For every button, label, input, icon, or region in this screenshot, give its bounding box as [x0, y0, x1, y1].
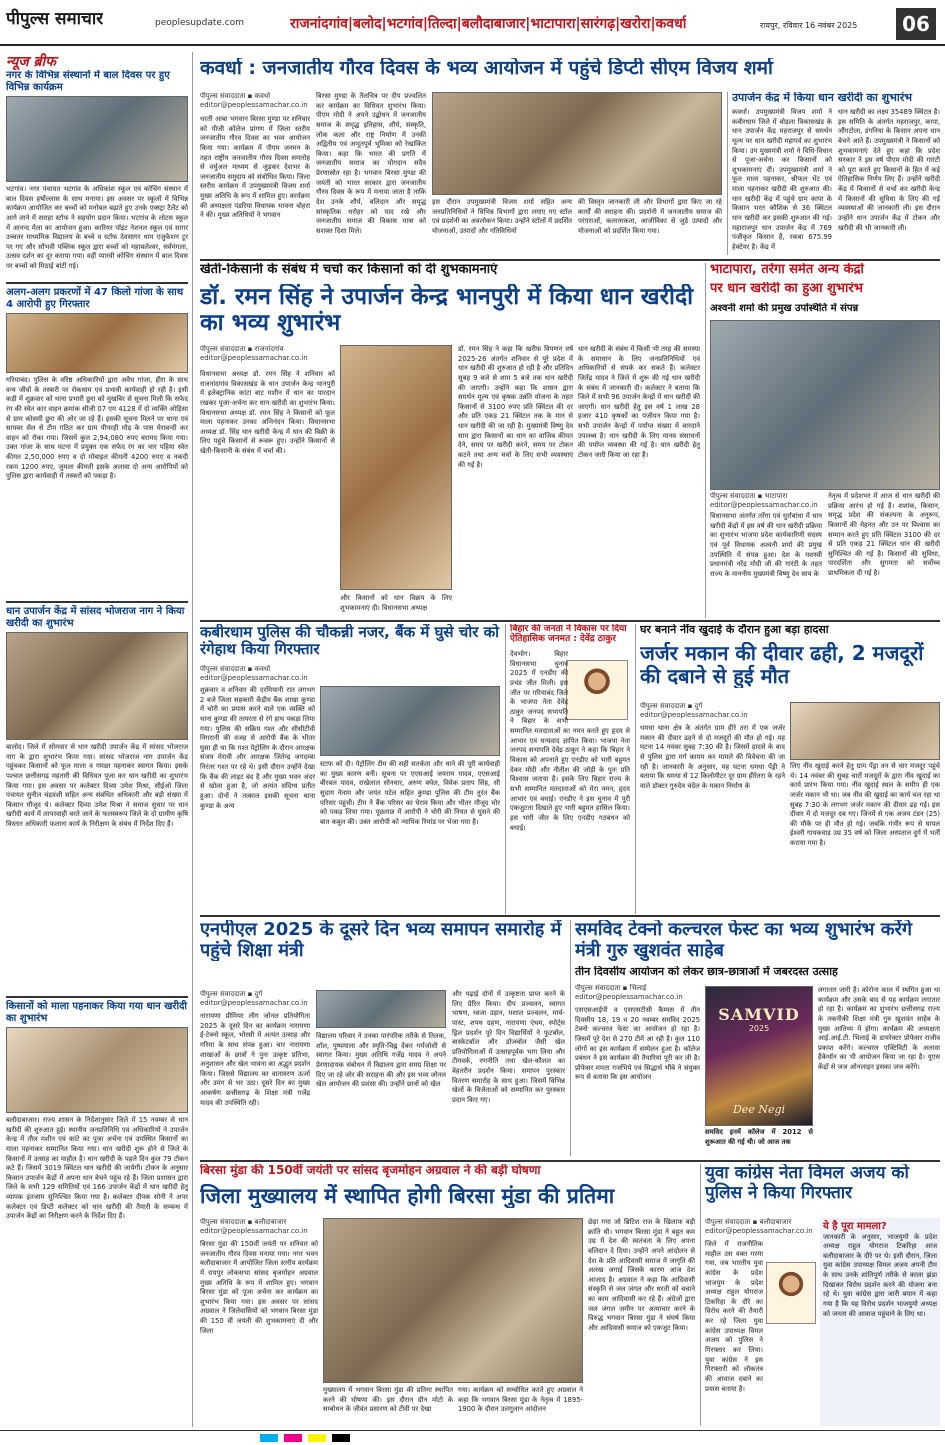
- divider: [200, 620, 940, 622]
- story11-headline: युवा कांग्रेस नेता विमल अजय को पुलिस ने किया गिरफ्तार: [705, 1164, 909, 1203]
- story10-text: बिरसा मुंडा की 150वीं जयंती पर शनिवार को जनजातीय गौरव दिवस मनाया गया। नगर भवन बलौदाबाजार में आयोजित जिला स्तरीय कार्यक्रम में रायपुर लोकसभा सांसद बृजमोहन अग्रवाल मुख्य अतिथि के रूप में शामिल हुए। भगवान बिरसा मुंडा को पूजा अर्चना कर कार्यक्रम का शुभारंभ किया गया। इस अवसर पर सांसद अग्रवाल ने जिलेवासियों को भगवान बिरसा मुंडा की 150 वीं जयंती की शुभकामनाएं दी और जिला: [200, 1240, 318, 1335]
- column-divider: [727, 92, 728, 255]
- story8-text: और पढ़ाई दोनों में उत्कृष्टता प्राप्त करने के लिए प्रेरित किया। दीप प्रज्वलन, स्वागत भाषण, ध्वजा उड़ान, मशाल प्रज्वलन, मार्च-पास्ट, शपथ ग्रहण, नारायणा एंथम, स्पोर्ट्स ड्रिल प्रदर्शन पूरे दिन विद्यार्थियों ने फुटबॉल, बास्केटबॉल और डॉजबॉल जैसी खेल प्रतियोगिताओं में उत्साहपूर्वक भाग लिया और टीमवर्क, रणनीति तथा खेल-कौशल का बेहतरीन प्रदर्शन किया। समापन पुरस्कार वितरण समारोह के साथ हुआ। जिसमें विभिन्न खेलों के विजेताओं को सम्मानित कर पुरस्कार प्रदान किए गए।: [452, 990, 565, 1105]
- brief-photo: [6, 632, 188, 740]
- byline: पीपुल्स संवाददाता ▪ राजनांदगांव: [200, 345, 284, 353]
- dateline: रायपुर, रविवार 16 नवंबर 2025: [760, 21, 858, 30]
- story3-text: डॉ. रमन सिंह ने कहा कि खरीफ विपणन वर्ष 2025-26 अंतर्गत शनिवार से पूरे प्रदेश में धान खरीदी की शुरुआत हो रही है और प्रतिदिन सुबह 9 बजे से शाम 5 बजे तक धान खरीदी की जाएगी। उन्होंने कहा कि शासन द्वारा समर्थन मूल्य एवं कृषक उन्नति योजना के तहत किसानों से 3100 रुपए प्रति क्विंटल की दर और प्रति एकड़ 21 क्विंटल तक के मान से धान खरीदी की जा रही है। मुख्यमंत्री विष्णु देव साय द्वारा किसानों का धान का वाजिब कीमत देने, समय पर खरीदी करने, समय पर टोकन कटने तथा अन्य चर्चा के लिए सभी व्यवस्थाएं की गई है।: [458, 345, 573, 469]
- byline: पीपुल्स संवाददाता ▪ बलौदाबाजार: [200, 1218, 287, 1226]
- divider: [6, 996, 188, 998]
- story3-text: धान खरीदी के संबंध में किसी भी तरह की समस्या के समाधान के लिए जनप्रतिनिधियों एवं अधिकारियों से संपर्क कर सकते हैं। कलेक्टर जितेंद्र यादव ने जिले में शुरू की गई धान खरीदी के संबंध में जानकारी दी। कलेक्टर ने बताया कि जिले में सभी 96 उपार्जन केन्द्रों में धान खरीदी की जाएगी। धान खरीदी हेतु इस वर्ष 1 लाख 28 हजार 410 कृषकों का पंजीयन किया गया है। सभी उपार्जन केन्द्रों में पर्याप्त संख्या में बारदाने उपलब्ध है। धान खरीदी के लिए मानव संसाधनों की पर्याप्त व्यवस्था की गई है। धान खरीदी हेतु टोकन जारी किया जा रहा है।: [578, 345, 700, 460]
- brief-text: गरियाबंद। पुलिस के वरिष्ठ अधिकारियों द्वारा अवैध गांजा, हीरा के साथ वन्य जीवों के तस्करी पर रोकथाम एवं प्रभावी कार्यवाही हो रही है। इसी कड़ी में शुक्रवार को थाना प्रभारी छुरा को मुखबिर से सूचना मिली कि सफेद रंग की स्वेत कार वाहन क्रमांक सीजी 07 एम 4128 में दो व्यक्ति ओड़िसा से ग्राम कोसमी छुरा की ओर जा रहे हैं। इसकी सूचना मिलने पर थाना एवं सायबर सेल से टीम गठित कर ग्राम पीपरही मोड़ के पास घेराबन्दी कर वाहन को रोका गया। जिसमें कुल 2,94,080 रुपए बरामद किया गया। उक्त गांजा के साथ घटना में प्रयुक्त एक सफेद रंग का चार पहिया स्वेत कीमत 2,50,000 रुपए व दो मोबाइल कीमती 4200 रुपए व नकदी रकम 1200 रुपए, जुमला कीमती इसके अलावा दो अन्य आरोपियों को पुलिस द्वारा कार्यवाही में तस्करों को पकड़ा है।: [6, 376, 188, 481]
- story6-body: देवभोग। बिहार विधानसभा चुनाव 2025 में एनडीए की प्रचंड जीत मिली। इस जीत पर गरियाबंद जिले के भाजपा नेता देवेंद्र ठाकुर जनपद सभापति ने बिहार के सभी सम्मानित मतदाताओं का नमन करते हुए हृदय से आभार एवं धन्यवाद ज्ञापित किया। भाजपा नेता जनपद सभापति देवेंद्र ठाकुर ने कहा कि बिहार ने विकास को अपनाते हुए एनडीए को भारी बहुमत देकर मोदी और नीतीश की जोड़ी के पुनः प्रति विश्वास जताया है। इसके लिए बिहार राज्य के सभी सम्मानित मतदाताओं को मेरा नमन, हृदय आभार एवं बधाई। एनडीए ने इस चुनाव में पूरी एकजुटता दिखाते हुए भारी बहुमत हासिल किया। इस भारी जीत के लिए एनडीए गठबंधन को बधाई।: [510, 650, 630, 832]
- column-divider: [700, 1164, 701, 1426]
- story7-text: लिए नींव खुदाई करने हेतु ग्राम पेंड्रा तन से चार मजदूर पहुंचे थे। 14 नवंबर की सुबह चारों मजदूरों के द्वारा नींव खुदाई का कार्य प्रारंभ किया गया। नींव खुदाई स्थल के समीप ही एक जर्जर मकान भी था। जब नींव की खुदाई का कार्य चल रहा था सुबह 7:30 के लगभग जर्जर मकान की दीवार ढह गई। इस दीवार में दो मजदूर दब गए। जिनमें से एक अजय टंडन (25) की मौके पर ही मौत हो गई। जबकि गंभीर रूप से घायल ईश्वरी गायकवाड़ उम्र 35 वर्ष को जिला अस्पताल दुर्ग में भर्ती कराया गया है।: [790, 762, 940, 848]
- byline: पीपुल्स संवाददाता ▪ बलौदाबाजार: [705, 1218, 792, 1226]
- divider: [200, 259, 940, 261]
- news-brief-tag: न्यूज ब्रीफ: [6, 54, 56, 70]
- story2-text: धान खरीदी का लक्ष्य 35489 क्विंटल है। इस समिति के अंतर्गत महराजपुर, कापा, जौंगटोला, डंगनिया के किसान अपना धान बेचने आते हैं। उपमुख्यमंत्री ने किसानों को शुभकामनाएं देते हुए कहा कि प्रदेश सरकार ने इस वर्ष पीएम मोदी की गारंटी को पूरा करते हुए किसानों के हित में कई ऐतिहासिक निर्णय लिए हैं। उन्होंने खरीदी केंद्र में किसानों से चर्चा कर खरीदी केन्द्र में किसानों की सुविधा के लिए की गई व्यवस्थाओं की जानकारी ली। इस दौरान उन्होंने धान उपार्जन केंद्र में टोकन और खरीदी की भी जानकारी ली।: [838, 108, 940, 232]
- divider: [6, 601, 188, 603]
- column-divider: [192, 52, 193, 1427]
- brief-text: बलौदाबाजार। राज्य शासन के निर्देशानुसार जिले में 15 नवम्बर से धान खरीदी की शुरुआत हुई। स्थानीय जनप्रतिनिधि एवं अधिकारियों ने उपार्जन केन्द्र में तौल मशीन एवं कांटे का पूजा अर्चना एवं उपस्थित किसानों का माला पहनाकर सम्मानित किया गया। धान खरीदी शुरू होने से जिले के किसानों में उत्साह का माहौल है। धान खरीदी के पहले दिन कुल 79 टोकन कटे हैं। जिसमें 3019 क्विंटल धान खरीदी की जायेगी। टोकन के अनुसार किसान उपार्जन केंद्रों में अपना धान बेचने पहुंच रहे हैं। जिला प्रशासन द्वारा जिले के सभी 129 समितियों एवं 166 उपार्जन केंद्रों में धान खरीदी हेतु व्यापक इंतजाम सुनिश्चित किया गया है। कलेक्टर दीपक सोनी ने अपर कलेक्टर एवं डिप्टी कलेक्टर को धान खरीदी की तैयारी के सम्बन्ध में उपार्जन केंद्रों का निरीक्षण करने के निर्देश दिए हैं।: [6, 1116, 188, 1221]
- story6-text: [510, 650, 630, 912]
- story7-headline: जर्जर मकान की दीवार ढही, 2 मजदूरों की दबाने से हुई मौत: [640, 642, 924, 688]
- box-headline: ये है पूरा मामला?: [823, 1221, 887, 1232]
- brief-text: बालोद। जिले में सोमवार से धान खरीदी उपार्जन केंद्र में सांसद भोजराज नाग के द्वारा शुभारंभ किया गया। सांसद भोजराज नाग उपार्जन केंद्र पहुंचकर किसानों को फूल माला व गमछा पहनाकर स्वागत किया। इसके पश्चात छत्तीसगढ़ महतारी की विधिवत पूजा कर धान खरीदी का शुभारंभ किया गया। इस अवसर पर कलेक्टर दिव्या उमेश मिश्रा, सीईओ जिला पंचायत सुनील चंद्रवंशी सहित अन्य संबंधित अधिकारी और बड़ी संख्या में किसान मौजूद थे। कलेक्टर दिव्या उमेश मिश्रा ने समाज सुधार पर धान खरीदी कार्य में लापरवाही बरते जाने के फलस्वरूप जिले के दो ग्रामीण कृषि विस्तार अधिकारी फलाना कार्य के निरीक्षण के संबंध में निर्देश दिए हैं।: [6, 743, 188, 829]
- story9-subhead: तीन दिवसीय आयोजन को लेकर छात्र-छात्राओं में जबरदस्त उत्साह: [575, 966, 838, 978]
- story8-headline: एनपीएल 2025 के दूसरे दिन भव्य समापन समारोह में पहुंचे शिक्षा मंत्री: [200, 920, 562, 961]
- story1-headline: कवर्धा : जनजातीय गौरव दिवस के भव्य आयोजन में पहुंचे डिप्टी सीएम विजय शर्मा: [200, 58, 773, 79]
- website-url[interactable]: peoplesupdate.com: [155, 18, 244, 28]
- news-brief-column: [6, 70, 188, 1425]
- story11-box: [820, 1218, 940, 1426]
- story1-text: इस दौरान उपमुख्यमंत्री विजय शर्मा सहित अन्य जनप्रतिनिधियों ने विभिन्न विभागों द्वारा लगाए गए स्टॉल एवं प्रदर्शनी का अवलोकन किया। उन्होंने स्टॉलों में प्रदर्शित योजनाओं, उत्पादों और गतिविधियों: [432, 198, 572, 235]
- story3-text: विधानसभा अध्यक्ष डॉ. रमन सिंह ने शनिवार को राजनांदगांव विकासखंड के धान उपार्जन केन्द्र भानपुरी में इलेक्ट्रानिक कांटा बाट मशीन में धान का पारदान रखकर पूजा-अर्चना कर धान खरीदी का शुभारंभ किया। विधानसभा अध्यक्ष डॉ. रमन सिंह ने किसानों को फूल माला पहनाकर उनका अभिनंदन किया। विधानसभा अध्यक्ष डॉ. सिंह धान खरीदी केन्द्र में धान की बिक्री के लिए पहुंचे किसानों से रूबरू हुए। उन्होंने किसानों से खेती-किसानी के संबंध में चर्चा की।: [200, 370, 335, 456]
- story8-text: नारायणा प्रीमियर लीग जोनल प्रतियोगिता 2025 के दूसरे दिन का कार्यक्रम नारायणा ई-टेक्नो स्कूल, भोरसी में अत्यंत उत्साह और गरिमा के साथ संपन्न हुआ। चार नारायणा शाखाओं के छात्रों ने पुनः उत्कृष्ट प्रतिभा, अनुशासन और खेल भावना का अद्भुत प्रदर्शन किया। जिससे विद्यालय का वातावरण ऊर्जा और उमंग से भर उठा। दूसरे दिन का मुख्य आकर्षण छत्तीसगढ़ के शिक्षा मंत्री गजेंद्र यादव की उपस्थिति रही।: [200, 1012, 310, 1107]
- story9-text: लगातार जारी है। कोरोना काल में स्थगित हुआ था कार्यक्रम और उसके बाद से यह कार्यक्रम लगातार हो रहा है। कार्यक्रम का शुभारंभ छत्तीसगढ़ राज्य के तकनीकी शिक्षा मंत्री गुरु खुशवंत साहेब के मुख्य आतिथ्य में होगा। कार्यक्रम की अध्यक्षता आई.आई.टी. भिलाई के डायरेक्टर प्रोफेसर राजीव प्रकाश करेंगे। कल्चरल एक्टिविटी के अलावा हैकेथॉन का भी आयोजन किया जा रहा है। यूएस केंद्रों से जज ऑनलाइन इसका जज करेंगे।: [818, 986, 940, 1072]
- byline: पीपुल्स संवाददाता ▪ भाटापारा: [710, 492, 788, 500]
- story10-byline-block: [200, 1218, 335, 1236]
- story10-headline: जिला मुख्यालय में स्थापित होगी बिरसा मुंडा की प्रतिमा: [200, 1184, 615, 1208]
- story5-text: स्टाफ को दी। पेट्रोलिंग टीम की सही सतर्कता और थाने की पूरी कार्यवाही का मुख्य कारण बनी। सूचना पर एएसआई जयराम यादव, एएसआई बीरबल यादव, राखेलाल सोनवार, अरुण बघेल, विवेक प्रताप सिंह, सी सुदाम नेताम और जयंत पटेल सहित कुण्डा पुलिस की टीम तुरंत बैंक परिसर पहुंची। टीम ने बैंक परिसर का घेराव किया और भीतर मौजूद चोर को पकड़ लिया गया। पूछताछ में आरोपी ने चोरी की नियत से घुसने की बात कबूल की। उक्त आरोपी को न्यायिक रिमांड पर भेजा गया है।: [320, 760, 500, 826]
- byline: पीपुल्स संवाददाता ▪ भिलाई: [575, 984, 647, 992]
- email[interactable]: editor@peoplessamachar.co.in: [200, 101, 308, 110]
- email[interactable]: editor@peoplessamachar.co.in: [575, 993, 683, 1002]
- column-divider: [705, 263, 706, 618]
- page-number: 06: [896, 8, 936, 40]
- story6-headline: बिहार की जनता ने विकास पर दिया ऐतिहासिक जनमत : देवेंद्र ठाकुर: [510, 624, 627, 645]
- column-divider: [570, 920, 571, 1156]
- byline: पीपुल्स संवाददाता ▪ दुर्ग: [640, 702, 703, 710]
- column-divider: [505, 624, 506, 914]
- story10-caption: मुख्यालय में भगवान बिरसा मुंडा की प्रतिमा स्थापित करने की घोषणा की। इस दौरान ग्रीन मोटो के सम्बोधन के जीवंत प्रसारण को टीवी पर देखा: [323, 1386, 453, 1414]
- color-marks: [260, 1434, 945, 1442]
- story3-photo: [340, 345, 452, 590]
- story4-subhead: अश्वनी शर्मा की प्रमुख उपस्थिति में संपन्न: [710, 303, 859, 314]
- story10-text: छेड़ा गया जो ब्रिटिश राज के खिलाफ बड़ी क्रांति थी। भगवान बिरसा मुंडा ने बहुत कम उम्र में देश की स्वतंत्रता के लिए अपना बलिदान दे दिया। उन्होंने अपने आंदोलन से देश के प्रति आदिवासी समाज में जागृति की अलख जगाई जिसके कारण आज देश आजाद है। अग्रवाल ने कहा कि आदिवासी संस्कृति से जल जंगल और धरती को बचाने का काम आदिवासी कर रहे हैं। अंग्रेजों द्वारा जल जंगल जमीन पर अत्याचार करने के विरुद्ध भगवान बिरसा मुंडा ने संघर्ष किया और आदिवासी समाज को एकजुट किया।: [588, 1218, 695, 1333]
- story4-kicker: भाटापारा, तरेंगा समेत अन्य केंद्रों: [710, 263, 864, 277]
- brief-headline: धान उपार्जन केंद्र में सांसद भोजराज नाग ने किया खरीदी का शुभारंभ: [6, 606, 185, 629]
- story7-photo: [790, 702, 940, 760]
- story8-text: विद्यालय परिवार ने उनका पारंपरिक तरीके से तिलक, शॉल, पुष्पमाला और स्मृति-चिह्न देकर गर्मजोशी से स्वागत किया। मुख्य अतिथि गजेंद्र यादव ने अपने प्रेरणादायक संबोधन में विद्यालय द्वारा समग्र शिक्षा पर दिए जा रहे जोर की सराहना की और इस भव्य जोनल खेल आयोजन की प्रशंसा की। उन्होंने छात्रों को खेल: [316, 1032, 446, 1089]
- column-divider: [635, 624, 636, 914]
- story3-byline-block: [200, 345, 335, 363]
- text-wrap-spacer: [568, 650, 630, 722]
- story10-text: गया। कार्यक्रम को सम्बोधित करते हुए अग्रवाल ने कहा कि भगवान बिरसा मुंडा के नेतृत्व में 1895-1900 के दौरान उलगुलान आंदोलन: [458, 1386, 583, 1414]
- email[interactable]: editor@peoplessamachar.co.in: [200, 354, 308, 363]
- brief-photo: [6, 313, 188, 373]
- brief-text: भटगांव। नगर पंचायत भटगांव के अधिकांश स्कूल एवं कोचिंग संस्थान में बाल दिवस हर्षोल्लास के साथ मनाया। इस अवसर पर स्कूलों में विभिन्न कार्यक्रम आयोजित कर बच्चों को मनोबल बढ़ाते हुए उनके एक्स्ट्रा टैलेंट को आगे लाने में सराहा स्टॉफ ने सहयोग प्रदान किया। भटगांव के लोटस स्कूल में आनन्द मेला का आयोजन हुआ। कारियर पॉइंट नेशनल स्कूल एवं सागर उच्चतर माध्यमिक विद्यालय के बच्चे व स्टॉफ देवसागर धाम एजुकेशन टूर पर गए और साँभवी पब्लिक स्कूल द्वारा बच्चों को महाबलेश्वर, सर्वमंगला, उत्सव दर्शन का दूर कराया गया। वहीं प्यारवी कोचिंग संस्थान में बाल दिवस पर बच्चों को मिठाई बांटी गई।: [6, 185, 188, 271]
- poster-title: SAMVID: [718, 1005, 800, 1024]
- cyan-mark: [260, 1434, 278, 1442]
- story3-kicker: खेती-किसानी के संबंध में चर्चा कर किसानों को दी शुभकामनाएं: [200, 263, 498, 277]
- print-registration-strip: [0, 1430, 945, 1445]
- story4-photo: [710, 320, 940, 490]
- story9-byline-block: [575, 984, 705, 1002]
- story9-caption: समविद इनमें कॉलेज में 2012 से शुरूआत की गई थी। जो आज तक: [705, 1128, 813, 1146]
- story5-byline-block: [200, 665, 500, 683]
- poster-name: Dee Negi: [732, 1103, 786, 1116]
- brief-photo: [6, 1027, 188, 1113]
- email[interactable]: editor@peoplessamachar.co.in: [705, 1227, 813, 1236]
- story4-text: विधानसभा अंतर्गत तरेंगा एवं धुर्राबांधा में धान खरीदी केंद्रों में इस वर्ष की धान खरीदी प्रक्रिया का शुभारंभ भाजपा प्रदेश कार्यकारिणी सदस्य एवं पूर्व विधायक अश्वनी शर्मा की प्रमुख उपस्थिति में संपन्न हुआ। देश के यशस्वी प्रधानमंत्री नरेंद्र मोदी जी की गारंटी के तहत राज्य के माननीय मुख्यमंत्री विष्णु देव साय के: [710, 512, 822, 578]
- byline: पीपुल्स संवाददाता ▪ कवर्धा: [200, 665, 271, 673]
- samvid-poster: [705, 986, 813, 1126]
- story9-text: एसएसआईपी व एसएसटीसी कैम्पस में तीन दिवसीय 18, 19 व 20 नवम्बर समविद 2025 टेक्नो कल्चरल फेस्ट का आयोजन हो रहा है। जिसमें पूरे देश से 270 टीमें आ रही है। कुल 110 लोगों का इस कार्यक्रम में सम्मेलन हुआ है। कॉलेज प्रबंधन ने इस कार्यक्रम की तैयारियां पूरी कर ली है। प्रोफेसर ममता गजभिये एवं सिद्धार्थ भींबे ने संयुक्त रूप से बताया कि इस आयोजन: [575, 1006, 700, 1082]
- story4-headline: पर धान खरीदी का हुआ शुभारंभ: [710, 282, 863, 296]
- story2-text: कवर्धा। उपमुख्यमंत्री विजय शर्मा ने कबीरधाम जिले में बोड़ला विकासखंड के धान उपार्जन केंद्र महराजपुर से समर्थन मूल्य पर धान खरीदी महापर्व का शुभारंभ किया। उप मुख्यमंत्री शर्मा ने विधि-विधान से पूजा-अर्चना कर किसानों को शुभकामनाएं दीं। उपमुख्यमंत्री शर्मा ने फूल माला पहनाकर, श्रीफल भेंट एवं माला पहनाकर खरीदी की शुरुआत की। धान खरीदी केंद्र में पहुंचे ग्राम कापा के किसान भरत कौशिक से 36 क्विंटल धान खरीदी कर इसकी शुरुआत की गई। महाराजपुर धान उपार्जन केंद्र में 769 पंजीकृत किसान है, रकबा 675.99 हेक्टेयर है। केंद्र में: [732, 108, 832, 251]
- email[interactable]: editor@peoplessamachar.co.in: [640, 711, 748, 720]
- vimal-ajay-portrait: [766, 1262, 816, 1324]
- email[interactable]: editor@peoplessamachar.co.in: [200, 1227, 308, 1236]
- email[interactable]: editor@peoplessamachar.co.in: [200, 999, 308, 1008]
- story3-headline: डॉ. रमन सिंह ने उपार्जन केन्द्र भानपुरी में किया धान खरीदी का भव्य शुभारंभ: [200, 284, 694, 337]
- divider: [200, 1160, 940, 1162]
- story1-text: धरती आबा भगवान बिरसा मुण्डा पर शनिवार को पीजी कॉलेज प्रांगण में जिला स्तरीय जनजातीय गौरव दिवस का भव्य आयोजन किया गया। कार्यक्रम में पीएम जनमन के तहत राष्ट्रीय जनजातीय गौरव दिवस समारोह से वर्चुअल माध्यम से जुड़कर देशभर के जनजातीय समुदाय को संबोधित किया। जिला स्तरीय कार्यक्रम में उपमुख्यमंत्री विजय शर्मा मुख्य अतिथि के रूप में शामिल हुए। कार्यक्रम की अध्यक्षता पंडरिया विधायक भावना बोहरा ने की। मुख्य अतिथियों ने भगवान: [200, 115, 310, 220]
- story5-photo: [320, 686, 500, 756]
- yellow-mark: [308, 1434, 326, 1442]
- story10-photo: [323, 1218, 583, 1383]
- box-text: जानकारी के अनुसार, भाजयुमो के प्रदेश अध्यक्ष राहुल योगराज टिकरिहा आज बलौदाबाजार के दौरे पर थे। इसी दौरान, जिला युवा कांग्रेस उपाध्यक्ष विमल अजय अपनी टीम के साथ उनके शांतिपूर्ण तरीके से काला झंडा दिखाकर विरोध प्रदर्शन करने की योजना बना रहे थे। युवा कांग्रेस द्वारा जारी बयान में कहा गया है कि यह विरोध प्रदर्शन भाजयुमो अध्यक्ष को जनता की आवाज पहुंचाने के लिए था।: [823, 1232, 937, 1318]
- edition-cities: राजनांदगांव|बलोद|भटगांव|तिल्दा|बलौदाबाजार|भाटापारा|सारंगढ़|खरोरा|कवर्धा: [290, 16, 687, 32]
- byline: पीपुल्स संवाददाता ▪ कवर्धा: [200, 92, 271, 100]
- poster-year: 2025: [748, 1024, 770, 1033]
- story7-text: धमधा थाना क्षेत्र के अंतर्गत ग्राम हीरे तरा में एक जर्जर मकान की दीवार ढहने से दो मजदूरों की मौत हो गई। यह घटना 14 नवंबर सुबह 7:30 की है। जिसमें हादसे के बाद से पुलिस द्वारा मर्ग कायम कर मामले की विवेचना की जा रही है। जानकारी के अनुसार, यह घटना धमधा पेंड्री ने बताया कि धमधा से 12 किलोमीटर दूर ग्राम हीरेतरा के रहने वाले डॉक्टर गुरुदेव चंदेल के मकान निर्माण के: [640, 724, 785, 790]
- newspaper-logo: पीपुल्स समाचार: [6, 9, 104, 29]
- masthead: [0, 0, 945, 46]
- story3-text: और किसानों को धान विक्रय के लिए शुभकामनाएं दी। विधानसभा अध्यक्ष: [340, 594, 452, 612]
- brief-headline: किसानों को माला पहनाकर किया गया धान खरीदी का शुभारंभ: [6, 1001, 187, 1024]
- email[interactable]: editor@peoplessamachar.co.in: [710, 501, 818, 510]
- byline: पीपुल्स संवाददाता ▪ दुर्ग: [200, 990, 263, 998]
- story11-text: [705, 1240, 763, 1426]
- story9-headline: समविद टेक्नो कल्चरल फेस्ट का भव्य शुभारंभ करेंगे मंत्री गुरु खुशवंत साहेब: [575, 920, 913, 961]
- email[interactable]: editor@peoplessamachar.co.in: [200, 674, 308, 683]
- story11-byline-block: [705, 1218, 815, 1236]
- story2-headline: उपार्जन केंद्र में किया धान खरीदी का शुभारंभ: [732, 92, 912, 104]
- story4-text: नेतृत्व में प्रदेशभर में आज से धान खरीदी की प्रक्रिया आरंभ हो गई है। शशांक, किसान, समृद्ध प्रदेश की संकल्पना के अनुरूप, किसानों की मेहनत और उन पर विश्वास का सम्मान करते हुए प्रति क्विंटल 3100 की दर से प्रति एकड़ 21 क्विंटल धान की खरीदी सुनिश्चित की गई है। किसानों की सुविधा, पारदर्शिता और सुगमता को सर्वोच्च प्राथमिकता दी गई है।: [828, 492, 940, 578]
- brief-headline: अलग-अलग प्रकरणों में 47 किलो गांजा के साथ 4 आरोपी हुए गिरफ्तार: [6, 287, 184, 310]
- divider: [6, 282, 188, 284]
- magenta-mark: [284, 1434, 302, 1442]
- story7-kicker: घर बनाने नींव खुदाई के दौरान हुआ बड़ा हादसा: [640, 624, 829, 636]
- story10-kicker: बिरसा मुंडा की 150वीं जयंती पर सांसद बृजमोहन अग्रवाल ने की बड़ी घोषणा: [200, 1164, 541, 1177]
- story1-byline-block: [200, 92, 310, 110]
- story1-photo: [432, 92, 722, 195]
- story8-photo: [316, 990, 446, 1028]
- story5-text: शुक्रवार व शनिवार की दरमियानी रात लगभग 2 बजे जिला सहकारी केंद्रीय बैंक शाखा कुण्डा में चोरी का प्रयास करने वाले एक व्यक्ति को थाना कुण्डा की तत्परता से रंगे हाथ पकड़ा लिया गया। पुलिस की सक्रिय गश्त और सीसीटीवी निगरानी की वजह से आरोपी बैंक के भीतर घुसा ही था कि गश्त पेट्रोलिंग के दौरान आरक्षक संजय मेरावी और आरक्षक जितेन्द्र जगदम्बा निरंतर गश्त पर रहे थे। इसी दौरान उन्होंने देखा कि बैंक की लाइट बंद है और मुख्य भवन अंदर से खोला हुआ है, जो अत्यंत संदिग्ध प्रतीत हुआ। दोनों ने तत्काल इसकी सूचना थाना कुण्डा के अन्य: [200, 686, 315, 810]
- black-mark: [332, 1434, 350, 1442]
- brief-headline: नगर के विभिन्न संस्थानों में बाल दिवस पर हुए विभिन्न कार्यक्रम: [6, 70, 170, 93]
- brief-photo: [6, 96, 188, 182]
- story5-headline: कबीरधाम पुलिस की चौकन्नी नजर, बैंक में घुसे चोर को रंगेहाथ किया गिरफ्तार: [200, 624, 499, 659]
- divider: [200, 915, 940, 917]
- story1-text: की विस्तृत जानकारी ली और विभागों द्वारा किए जा रहे कार्यों की सराहना की। प्रदर्शनी में जनजातीय समाज की परंपराओं, कलात्मकता, आजीविका से जुड़े उत्पादों और योजनाओं को प्रदर्शित किया गया।: [578, 198, 722, 235]
- story11-body: जिले में राजनीतिक माहौल उस वक्त गरमा गया, जब भारतीय युवा कांग्रेस के प्रदेश भाजयुम के प्रदेश अध्यक्ष राहुल योगराज टिकरिहा के दौरे का विरोध करने की तैयारी कर रहे जिला युवा कांग्रेस उपाध्यक्ष विमल अजय को पुलिस ने गिरफ्तार कर लिया। युवा कांग्रेस ने इस गिरफ्तारी को लोकतंत्र की आवाज दबाने का प्रयास बताया है।: [705, 1240, 763, 1393]
- story7-byline-block: [640, 702, 785, 720]
- story1-text: बिरसा मुण्डा के तैलचित्र पर दीप प्रज्वलित कर कार्यक्रम का विधिवत शुभारंभ किया। पीएम मोदी ने अपने उद्बोधन में जनजातीय समाज के समृद्ध इतिहास, शौर्य, संस्कृति, लोक कला और राष्ट्र निर्माण में उनकी अद्वितीय एवं अभूतपूर्व भूमिका को रेखांकित किया। कहा कि भारत की प्रगति में जनजातीय समाज का योगदान सदैव प्रेरणास्रोत रहा है। भगवान बिरसा मुण्डा की जयंती को भारत सरकार द्वारा जनजातीय गौरव दिवस के रूप में मनाया जाता है ताकि देश उनके शौर्य, बलिदान और समृद्ध सांस्कृतिक धरोहर को याद रखे और जनजातीय समाज की विकास यात्रा को सशक्त दिशा मिले।: [316, 92, 426, 235]
